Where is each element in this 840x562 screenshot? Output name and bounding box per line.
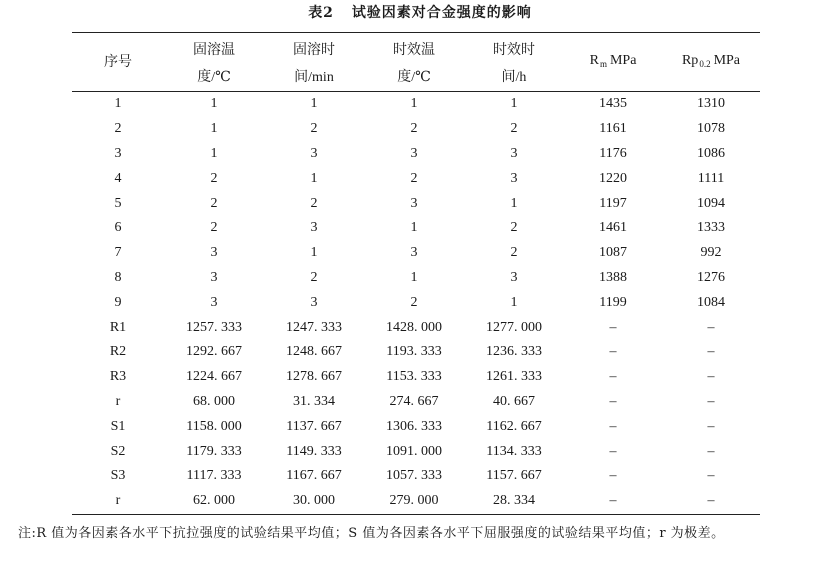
table-row	[72, 216, 760, 241]
table-row	[72, 142, 760, 167]
table-cell: 1428. 000	[386, 319, 442, 335]
table-cell: 1310	[697, 96, 725, 112]
table-cell: 2	[410, 170, 418, 186]
header-rp02: $Rp_{0.2}$ MPa	[681, 53, 741, 69]
table-cell: 1	[210, 121, 218, 137]
header-aging-time-1: 时效时	[493, 43, 535, 58]
table-cell: 2	[510, 245, 518, 261]
table-cell: 3	[410, 145, 418, 161]
table-cell: 1091. 000	[386, 443, 442, 459]
table-cell: 274. 667	[389, 393, 439, 409]
table-cell: –	[609, 443, 617, 459]
table-cell: 3	[210, 269, 218, 285]
table-cell: –	[707, 443, 715, 459]
header-solution-temp-2: 度/℃	[197, 70, 231, 85]
table-cell: 1176	[599, 145, 627, 161]
table-cell: –	[707, 344, 715, 360]
table-cell: 1277. 000	[486, 319, 542, 335]
table-cell: 1078	[697, 121, 725, 137]
table-cell: 1111	[697, 170, 725, 186]
table-cell: 1	[310, 170, 318, 186]
table-cell: 1094	[697, 195, 725, 211]
table-cell: 1087	[599, 245, 627, 261]
table-number: 表2	[308, 5, 334, 21]
table-cell: 1261. 333	[486, 369, 542, 385]
table-cell: 1084	[697, 294, 725, 310]
header-rm: $R_m$ MPa	[589, 53, 637, 69]
table-cell: 4	[114, 170, 122, 186]
table-cell: 1	[410, 269, 418, 285]
table-cell: S3	[110, 468, 126, 484]
table-cell: 3	[410, 245, 418, 261]
table-note: 注:R 值为各因素各水平下抗拉强度的试验结果平均值；S 值为各因素各水平下屈服强度的试验结果平均值；r 为极差。	[18, 526, 725, 541]
table-cell: 1	[510, 195, 518, 211]
table-cell: 30. 000	[293, 493, 335, 509]
table-cell: 8	[114, 269, 122, 285]
table-cell: 1278. 667	[286, 369, 342, 385]
table-cell: 279. 000	[389, 493, 439, 509]
table-row	[72, 315, 760, 340]
table-cell: 68. 000	[193, 393, 235, 409]
table-title: 试验因素对合金强度的影响	[351, 5, 532, 21]
table-cell: 1086	[697, 145, 725, 161]
header-solution-time-1: 固溶时	[293, 43, 335, 58]
table-cell: 3	[210, 294, 218, 310]
header-aging-temp-1: 时效温	[393, 43, 435, 58]
table-cell: 2	[210, 195, 218, 211]
table-cell: 1193. 333	[386, 344, 442, 360]
table-cell: 1117. 333	[186, 468, 242, 484]
table-row	[72, 266, 760, 291]
table-cell: 1197	[599, 195, 627, 211]
table-cell: 40. 667	[493, 393, 535, 409]
table-cell: S2	[110, 443, 126, 459]
table-cell: 2	[310, 269, 318, 285]
table-cell: 3	[310, 294, 318, 310]
table-cell: 2	[510, 121, 518, 137]
table-cell: 2	[510, 220, 518, 236]
table-cell: r	[115, 493, 121, 509]
table-cell: 1137. 667	[286, 418, 342, 434]
table-row	[72, 290, 760, 315]
table-body	[72, 92, 760, 515]
header-aging-time-2: 间/h	[501, 70, 527, 85]
table-row	[72, 340, 760, 365]
table-cell: –	[609, 393, 617, 409]
table-cell: 1388	[599, 269, 627, 285]
table-cell: 3	[510, 145, 518, 161]
table-cell: 1247. 333	[286, 319, 342, 335]
table-cell: 1224. 667	[186, 369, 242, 385]
table-cell: 1	[410, 220, 418, 236]
table-cell: 1161	[599, 121, 627, 137]
header-seq: 序号	[104, 55, 132, 70]
table-cell: r	[115, 393, 121, 409]
table-cell: –	[707, 468, 715, 484]
table-cell: 1	[310, 96, 318, 112]
table-cell: 3	[310, 220, 318, 236]
table-cell: 3	[210, 245, 218, 261]
table-cell: 1276	[697, 269, 725, 285]
table-cell: 7	[114, 245, 122, 261]
table-row	[72, 414, 760, 439]
table-row	[72, 464, 760, 489]
table-cell: 1292. 667	[186, 344, 242, 360]
table-cell: 2	[310, 121, 318, 137]
table-cell: 2	[410, 294, 418, 310]
table-cell: 1	[510, 96, 518, 112]
table-cell: 1257. 333	[186, 319, 242, 335]
table-cell: 1	[410, 96, 418, 112]
table-cell: 1306. 333	[386, 418, 442, 434]
table-cell: S1	[110, 418, 126, 434]
table-cell: 1435	[599, 96, 627, 112]
table-cell: –	[609, 344, 617, 360]
table-cell: 28. 334	[493, 493, 535, 509]
table-row	[72, 365, 760, 390]
table-row	[72, 92, 760, 117]
table-cell: –	[707, 418, 715, 434]
table-cell: 62. 000	[193, 493, 235, 509]
results-table	[72, 32, 760, 515]
table-cell: 2	[210, 220, 218, 236]
table-cell: –	[609, 369, 617, 385]
table-row	[72, 117, 760, 142]
table-cell: 1248. 667	[286, 344, 342, 360]
table-cell: 31. 334	[293, 393, 335, 409]
table-cell: 2	[410, 121, 418, 137]
table-cell: R2	[109, 344, 127, 360]
table-row	[72, 439, 760, 464]
table-cell: 5	[114, 195, 122, 211]
table-caption	[0, 2, 840, 22]
table-row	[72, 489, 760, 514]
table-row	[72, 191, 760, 216]
table-cell: 992	[700, 245, 722, 261]
table-cell: 9	[114, 294, 122, 310]
table-cell: –	[609, 319, 617, 335]
table-cell: 2	[210, 170, 218, 186]
table-row	[72, 390, 760, 415]
table-cell: 1162. 667	[486, 418, 542, 434]
table-row	[72, 241, 760, 266]
table-cell: 2	[114, 121, 122, 137]
table-cell: 3	[510, 170, 518, 186]
table-cell: 6	[114, 220, 122, 236]
header-aging-temp-2: 度/℃	[397, 70, 431, 85]
table-cell: 1149. 333	[286, 443, 342, 459]
table-cell: 3	[310, 145, 318, 161]
header-solution-temp-1: 固溶温	[193, 43, 235, 58]
table-cell: 3	[510, 269, 518, 285]
table-cell: R3	[109, 369, 127, 385]
table-cell: 1333	[697, 220, 725, 236]
table-cell: –	[707, 393, 715, 409]
table-cell: 1	[210, 145, 218, 161]
table-cell: 1157. 667	[486, 468, 542, 484]
table-cell: –	[707, 319, 715, 335]
table-cell: 1	[114, 96, 122, 112]
table-cell: 2	[310, 195, 318, 211]
table-cell: 1057. 333	[386, 468, 442, 484]
header-solution-time-2: 间/min	[294, 70, 334, 85]
table-cell: 1236. 333	[486, 344, 542, 360]
table-cell: 1220	[599, 170, 627, 186]
table-cell: 1167. 667	[286, 468, 342, 484]
table-cell: 1	[510, 294, 518, 310]
table-cell: 1	[310, 245, 318, 261]
table-cell: 3	[410, 195, 418, 211]
table-cell: 1179. 333	[186, 443, 242, 459]
table-cell: –	[609, 418, 617, 434]
table-cell: 1199	[599, 294, 627, 310]
table-cell: 3	[114, 145, 122, 161]
table-cell: –	[707, 369, 715, 385]
table-cell: R1	[109, 319, 127, 335]
table-cell: –	[707, 493, 715, 509]
table-cell: 1158. 000	[186, 418, 242, 434]
table-cell: 1	[210, 96, 218, 112]
table-cell: –	[609, 493, 617, 509]
table-row	[72, 166, 760, 191]
table-cell: 1153. 333	[386, 369, 442, 385]
table-cell: 1461	[599, 220, 627, 236]
table-cell: 1134. 333	[486, 443, 542, 459]
table-cell: –	[609, 468, 617, 484]
